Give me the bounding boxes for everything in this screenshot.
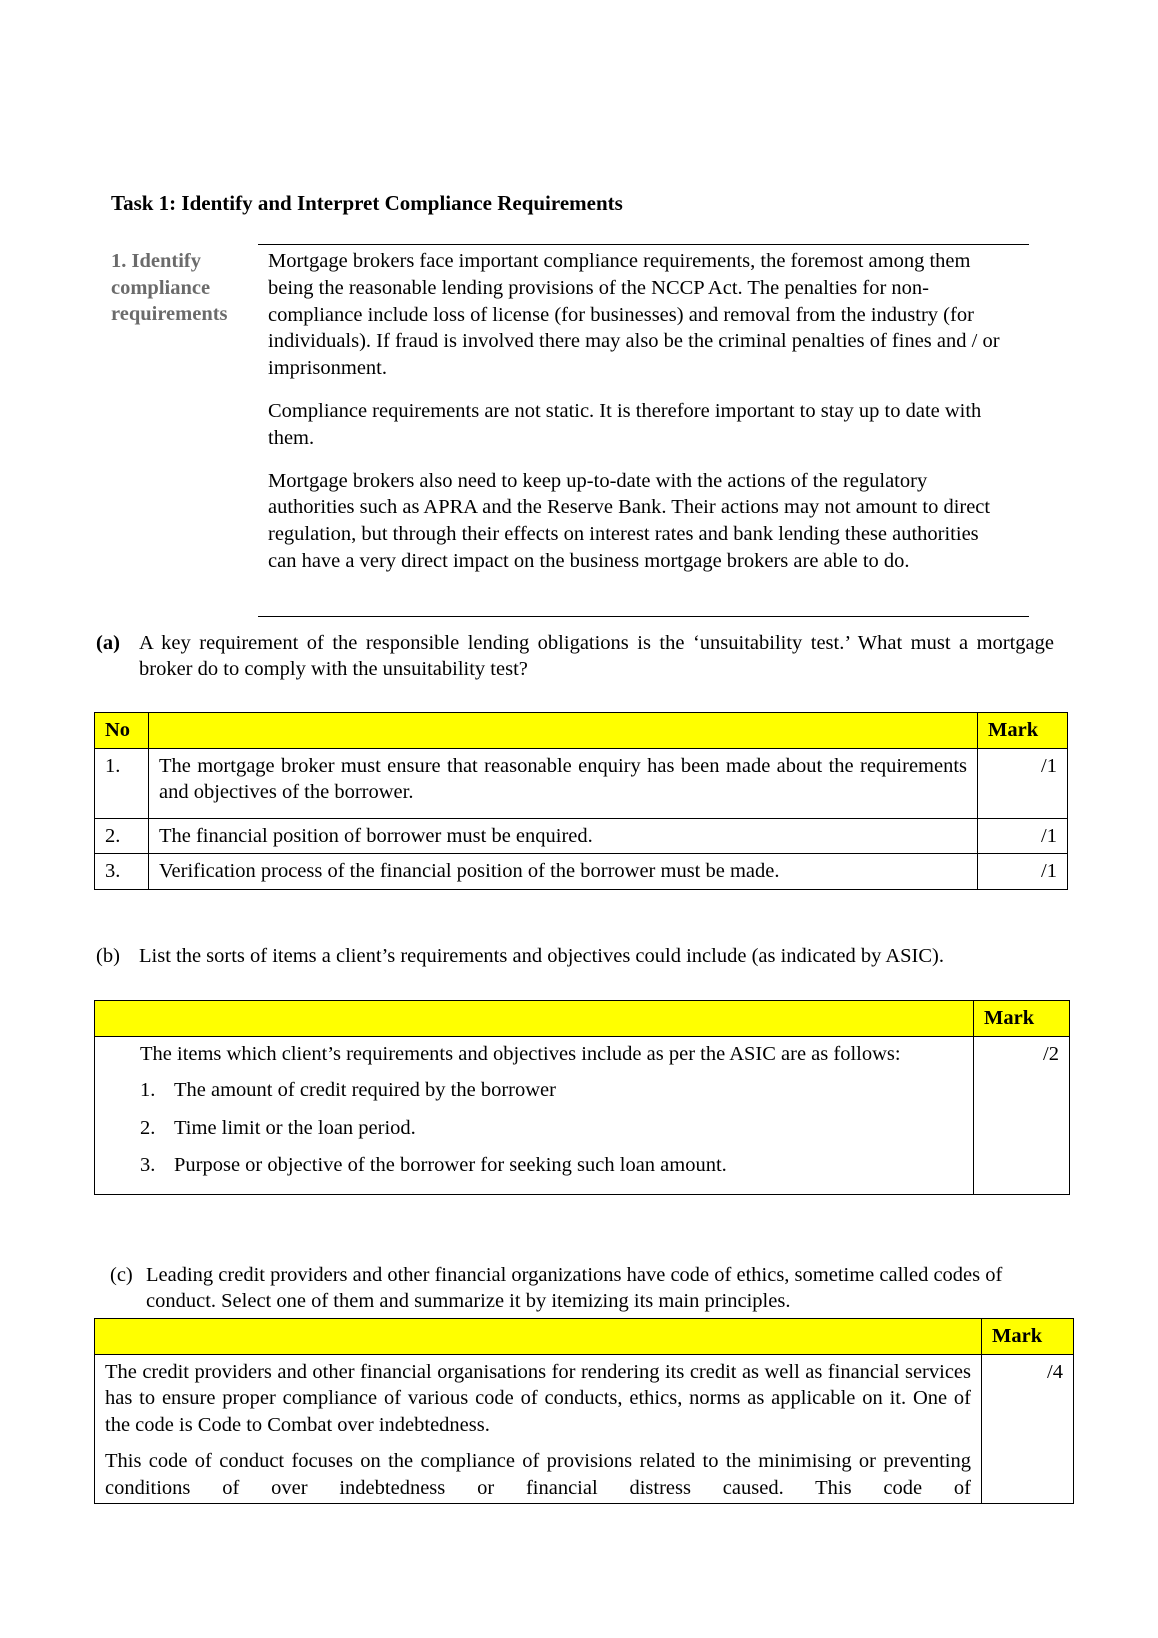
section-label-line: 1. Identify <box>111 250 201 272</box>
question-b <box>96 943 1054 969</box>
question-b-text: List the sorts of items a client’s requirements and objectives could include (as indicated by ASIC). <box>139 945 945 967</box>
question-b-prefix: (b) <box>96 945 120 967</box>
list-item-number: 1. <box>140 1079 156 1101</box>
answer-paragraph: This code of conduct focuses on the compliance of provisions related to the minimising or preventing conditions of over indebtedness or financial distress caused. This code of <box>105 1450 972 1499</box>
header-mark: Mark <box>982 1319 1074 1355</box>
row-mark: /1 <box>978 748 1068 818</box>
question-c-prefix: (c) <box>110 1264 133 1286</box>
list-item <box>140 1077 963 1104</box>
table-row <box>95 1036 1070 1194</box>
question-c <box>110 1262 1040 1314</box>
row-mark: /1 <box>978 818 1068 854</box>
header-desc <box>95 1319 982 1355</box>
row-no: 3. <box>95 854 149 890</box>
section-bottom-rule <box>258 616 1029 617</box>
table-row <box>95 854 1068 890</box>
table-row <box>95 748 1068 818</box>
question-a-table <box>94 712 1068 890</box>
question-a-prefix: (a) <box>96 632 120 654</box>
section-paragraph: Compliance requirements are not static. It is therefore important to stay up to date with them. <box>268 399 982 449</box>
header-mark: Mark <box>974 1001 1070 1037</box>
answer-mark: /2 <box>974 1036 1070 1194</box>
task-title: Task 1: Identify and Interpret Compliance Requirements <box>111 191 623 215</box>
table-row <box>95 818 1068 854</box>
table-header-row <box>95 713 1068 749</box>
question-a <box>96 630 1054 682</box>
table-header-row <box>95 1319 1074 1355</box>
section-label-line: compliance <box>111 276 211 299</box>
section-top-rule <box>258 244 1029 245</box>
row-mark: /1 <box>978 854 1068 890</box>
list-item-text: The amount of credit required by the borrower <box>174 1079 556 1101</box>
row-text: The mortgage broker must ensure that reasonable enquiry has been made about the requirements and objectives of the borrower. <box>148 748 977 818</box>
section-paragraph: Mortgage brokers face important compliance requirements, the foremost among them being the reasonable lending provisions of the NCCP Act. The penalties for non-compliance include loss of license (for businesses) and removal from the industry (for individuals). If fraud is involved there may also be the criminal penalties of fines and / or imprisonment. <box>268 250 1000 380</box>
answer-intro: The items which client’s requirements and objectives include as per the ASIC are as follows: <box>140 1042 901 1065</box>
section-label <box>111 248 251 328</box>
header-mark: Mark <box>978 713 1068 749</box>
list-item <box>140 1115 963 1142</box>
list-item-number: 2. <box>140 1116 156 1139</box>
question-a-text: A key requirement of the responsible lending obligations is the ‘unsuitability test.’ What must a mortgage broker do to comply with the unsuitability test? <box>139 632 1054 680</box>
header-desc <box>95 1001 974 1037</box>
header-desc <box>148 713 977 749</box>
answer-list <box>140 1077 963 1179</box>
row-text: The financial position of borrower must be enquired. <box>148 818 977 854</box>
question-b-table <box>94 1000 1070 1195</box>
answer-paragraph: The credit providers and other financial organisations for rendering its credit as well as financial services has to ensure proper compliance of various code of conducts, ethics, norms as applicable on it. One of the code is Code to Combat over indebtedness. <box>105 1360 972 1436</box>
list-item <box>140 1152 963 1179</box>
section-body <box>268 248 1008 591</box>
section-paragraph: Mortgage brokers also need to keep up-to-date with the actions of the regulatory authorities such as APRA and the Reserve Bank. Their actions may not amount to direct regulation, but through their effects on interest rates and bank lending these authorities can have a very direct impact on the business mortgage brokers are able to do. <box>268 469 991 572</box>
list-item-number: 3. <box>140 1154 156 1176</box>
section-label-line: requirements <box>111 303 228 325</box>
row-text: Verification process of the financial position of the borrower must be made. <box>148 854 977 890</box>
answer-cell <box>95 1354 982 1503</box>
question-c-table <box>94 1318 1074 1504</box>
answer-clip <box>105 1359 971 1503</box>
answer-cell <box>95 1036 974 1194</box>
header-no: No <box>95 713 149 749</box>
table-header-row <box>95 1001 1070 1037</box>
table-row <box>95 1354 1074 1503</box>
row-no: 2. <box>95 818 149 854</box>
question-c-text: Leading credit providers and other financial organizations have code of ethics, sometime called codes of conduct. Select one of them and summarize it by itemizing its main principles. <box>146 1264 1003 1312</box>
answer-mark: /4 <box>982 1354 1074 1503</box>
list-item-text: Time limit or the loan period. <box>174 1116 416 1139</box>
row-no: 1. <box>95 748 149 818</box>
list-item-text: Purpose or objective of the borrower for seeking such loan amount. <box>174 1154 727 1176</box>
